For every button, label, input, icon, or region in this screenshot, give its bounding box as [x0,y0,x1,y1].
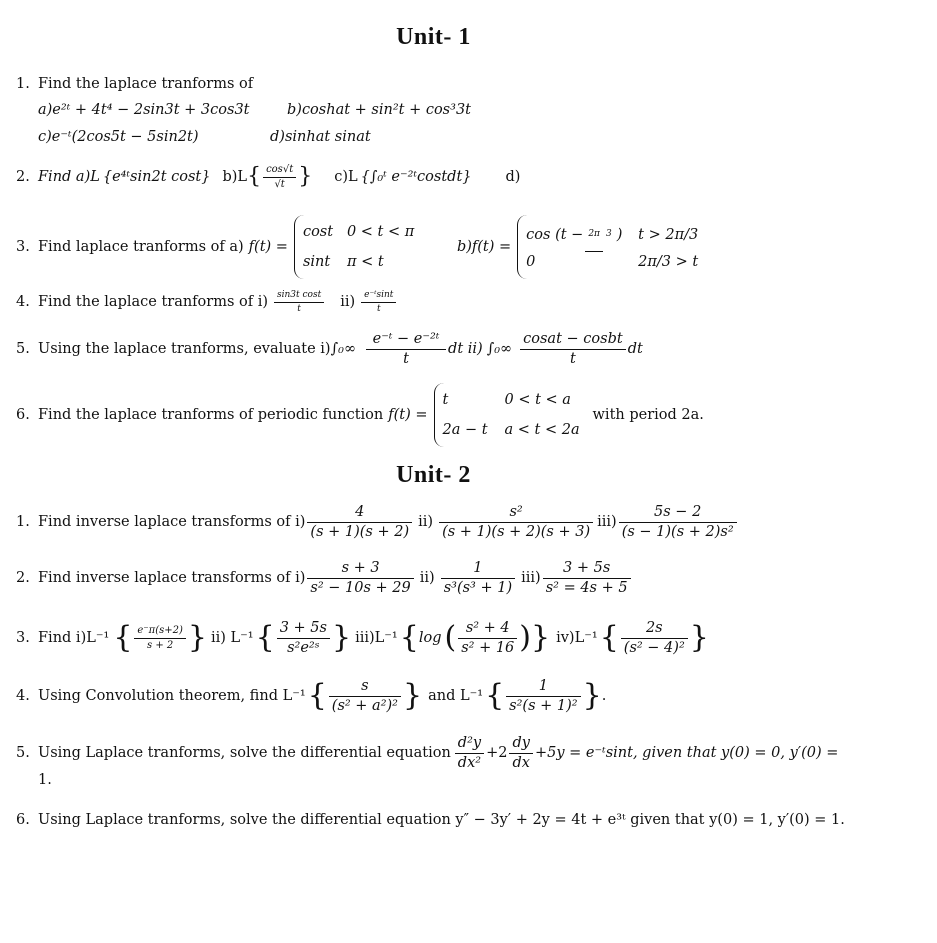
q5-text: Using the laplace tranforms, evaluate i) [38,340,331,357]
unit2-title: Unit- 2 [396,462,471,488]
q3-a-row2-cond: π < t [346,254,384,270]
q2-a-expr: {e⁴ᵗsin2t cost} [102,168,211,185]
q3-b-label: b)f(t) = [456,238,512,255]
right-brace: } [331,620,352,655]
u2q1-i-den: (s + 1)(s + 2) [310,523,410,540]
q-number: 5. [16,744,30,761]
u2q3-iii-fraction [458,621,517,655]
u2q3-iii-label: iii)L⁻¹ [355,629,398,646]
u2q3-i-den: s + 2 [147,639,174,651]
unit1-q2 [16,162,520,192]
u2q2-ii-label: ii) [419,569,435,586]
u2q5-text: Using Laplace tranforms, solve the differential equation [38,744,451,761]
right-brace: } [689,620,709,655]
unit1-q1-d: d)sinhat sinat [270,129,371,145]
left-brace: { [113,620,133,655]
u2q1-ii-label: ii) [418,513,434,530]
unit1-q1 [16,77,253,92]
u2q2-iii-den: s² = 4s + 5 [545,579,628,596]
u2q1-text: Find inverse laplace transforms of i) [38,513,306,530]
u2q3-ii-num: 3 + 5s [277,621,330,639]
q2-c-label: c)L [334,168,358,185]
q5-i-den: t [403,350,409,367]
unit2-q3 [16,614,709,662]
right-paren: ) [519,620,531,655]
q3-b-row1-den: 3 [605,229,612,239]
u2q3-ii-label: ii) L⁻¹ [210,629,254,646]
left-paren: ( [444,620,457,655]
q5-ii-den: t [570,350,576,367]
u2q2-ii-fraction [441,561,515,595]
q-number: 5. [16,340,30,357]
u2q4-a-num: s [329,679,401,697]
q6-f: f(t) = [388,406,428,423]
u2q2-iii-num: 3 + 5s [543,561,631,579]
u2q4-and: and L⁻¹ [428,687,484,704]
u2q3-iii-log: log [418,629,442,646]
q3-b-row1-num: 2π [585,219,603,252]
q-number: 3. [16,629,30,646]
q-number: 1. [16,513,30,530]
q4-ii-den: t [376,303,381,314]
q6-row2-expr: 2a − t [442,422,488,438]
unit1-q1-a: a)e²ᵗ + 4t⁴ − 2sin3t + 3cos3t [38,102,250,118]
u2q2-ii-num: 1 [441,561,515,579]
u2q2-i-den: s² − 10s + 29 [310,579,411,596]
u2q2-text: Find inverse laplace transforms of i) [38,569,306,586]
unit1-q1-b: b)coshat + sin²t + cos³3t [287,102,471,118]
q2-label: Find a)L [38,168,100,185]
u2q5-plus2: +2 [486,744,508,761]
q5-ii-fraction [520,332,626,366]
q5-i-fraction [366,332,446,366]
q6-row2-cond: a < t < 2a [504,422,580,438]
u2q3-label: Find i)L⁻¹ [38,629,110,646]
q5-dt1: dt ii) [448,340,483,357]
u2q5-rest: +5y = e⁻ᵗsint, given that y(0) = 0, y′(0) = [534,744,839,761]
q2-d-label: d) [505,168,521,185]
q-number: 4. [16,687,30,704]
unit2-q6 [16,813,845,828]
q3-a-piecewise [294,215,457,279]
u2q4-text: Using Convolution theorem, find L⁻¹ [38,687,306,704]
u2q2-i-fraction [307,561,413,595]
u2q1-iii-den: (s − 1)(s + 2)s² [621,523,734,540]
q6-row1-cond: 0 < t < a [504,392,571,408]
u2q4-b-fraction [506,679,580,713]
u2q1-iii-label: iii) [597,513,617,530]
unit2-q5 [16,732,838,774]
q6-text: Find the laplace tranforms of periodic function [38,406,384,423]
u2q1-ii-fraction [439,505,593,539]
unit1-q6 [16,383,704,447]
q4-ii-label: ii) [340,293,356,310]
unit1-q3 [16,215,716,279]
u2q3-iii-num: s² + 4 [458,621,517,639]
u2q5-d1-fraction [509,736,532,770]
q3-b-row1-close: ) [616,226,623,243]
q4-i-fraction [274,291,324,314]
u2q5-d1-den: dx [512,754,530,771]
left-brace: { [485,678,505,713]
u2q5-d2-fraction [455,736,484,770]
u2q3-iv-label: iv)L⁻¹ [556,629,598,646]
right-brace: } [298,164,313,189]
right-brace: } [403,678,423,713]
u2q1-iii-num: 5s − 2 [619,505,737,523]
u2q6-text: Using Laplace tranforms, solve the differential equation y″ − 3y′ + 2y = 4t + e³ᵗ given that y(0) = 1, y′(0) = 1. [38,812,845,828]
q-text: Find the laplace tranforms of [38,76,254,92]
u2q3-i-fraction [134,626,185,651]
unit2-q2 [16,556,633,600]
u2q2-iii-label: iii) [521,569,541,586]
u2q1-ii-num: s² [439,505,593,523]
q3-a-row1-expr: cost [302,224,334,240]
q2-b-fraction [263,165,296,190]
q2-c-expr: {∫₀ᵗ e⁻²ᵗcostdt} [360,168,472,185]
q-number: 6. [16,812,30,828]
q-number: 1. [16,76,30,92]
q4-ii-fraction [361,291,396,314]
u2q3-i-num: e⁻π(s+2) [134,626,185,639]
u2q1-iii-fraction [619,505,737,539]
q3-b-row2-expr: 0 [526,254,536,270]
q3-b-row2-cond: 2π/3 > t [638,254,699,270]
q-number: 3. [16,238,30,255]
left-brace: { [247,164,262,189]
unit1-q1-c: c)e⁻ᵗ(2cos5t − 5sin2t) [38,129,199,145]
q-number: 2. [16,168,30,185]
q4-i-den: t [297,303,301,314]
u2q3-iv-num: 2s [621,621,688,639]
u2q3-iv-fraction [621,621,688,655]
q2-b-label: b)L [222,168,248,185]
q-number: 2. [16,569,30,586]
q3-b-row1-expr: cos (t − [526,226,584,243]
q6-piecewise [434,383,589,447]
left-brace: { [307,678,327,713]
unit1-title: Unit- 1 [396,24,471,50]
q4-ii-num: e⁻ᵗsint [361,291,396,303]
u2q4-end: . [601,687,607,704]
left-brace: { [255,620,275,655]
u2q4-a-fraction [329,679,401,713]
u2q1-i-fraction [307,505,412,539]
q3-text: Find laplace tranforms of a) [38,238,244,255]
q3-a-row2-expr: sint [302,254,331,270]
q5-ii-num: cosat − cosbt [520,332,626,350]
q3-fa: f(t) = [248,238,288,255]
q5-integral-1: ∫₀∞ [330,340,357,357]
u2q5-d1-num: dy [509,736,532,754]
left-brace: { [399,620,419,655]
q2-b-num: cos√t [263,165,296,178]
u2q2-i-num: s + 3 [307,561,413,579]
q-number: 6. [16,406,30,423]
unit2-q4 [16,672,606,720]
q5-i-num: e⁻ᵗ − e⁻²ᵗ [366,332,446,350]
u2q3-ii-den: s²e²ˢ [287,639,320,656]
u2q5-d2-num: d²y [455,736,484,754]
u2q3-iii-den: s² + 16 [461,639,515,656]
q6-tail: with period 2a. [592,406,704,423]
right-brace: } [582,678,602,713]
u2q4-b-den: s²(s + 1)² [509,697,578,714]
u2q2-ii-den: s³(s³ + 1) [443,579,513,596]
unit1-q4 [16,288,398,316]
unit1-q5 [16,328,643,370]
u2q1-ii-den: (s + 1)(s + 2)(s + 3) [442,523,591,540]
u2q4-a-den: (s² + a²)² [331,697,398,714]
q4-text: Find the laplace tranforms of i) [38,293,269,310]
q3-b-row1-cond: t > 2π/3 [638,226,699,243]
right-brace: } [531,620,551,655]
u2q1-i-num: 4 [307,505,412,523]
q4-i-num: sin3t cost [274,291,324,303]
q3-b-piecewise [517,215,716,279]
q6-row1-expr: t [442,392,449,408]
unit2-q5-continuation: 1. [38,772,52,788]
q3-a-row1-cond: 0 < t < π [346,224,415,240]
u2q3-iv-den: (s² − 4)² [623,639,685,656]
u2q5-d2-den: dx² [457,754,482,771]
unit2-q1 [16,500,739,544]
u2q4-b-num: 1 [506,679,580,697]
right-brace: } [187,620,207,655]
q5-integral-2: ∫₀∞ [486,340,513,357]
q2-b-den: √t [274,178,285,190]
q-number: 4. [16,293,30,310]
q5-dt2: dt [627,340,643,357]
u2q2-iii-fraction [543,561,631,595]
left-brace: { [599,620,619,655]
u2q3-ii-fraction [277,621,330,655]
